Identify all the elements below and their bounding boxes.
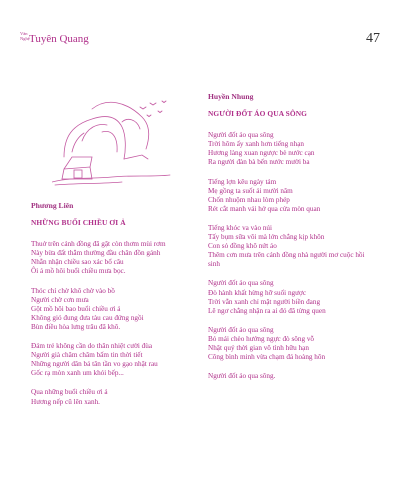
poem-line: Hương làng xuan ngược bè nước cạn <box>208 149 315 158</box>
poem-line: Gột mồ hôi bao buổi chiều ơi ả <box>31 304 121 313</box>
stanza <box>31 342 201 378</box>
house-sketch-illustration <box>52 97 172 197</box>
poem-line: Người đốt áo qua sông <box>208 279 274 288</box>
logo-small-text: Văn Nghệ <box>20 31 30 41</box>
poem-line: Mẹ gồng ta suốt ải mười năm <box>208 186 293 195</box>
poem-line: Tiếng khóc va vào núi <box>208 223 273 232</box>
stanza <box>31 287 201 332</box>
stanza <box>208 178 378 214</box>
poem-line: Thuở trên cánh đồng đã gặt còn thơm mùi rơm <box>31 240 166 249</box>
stanza <box>208 279 378 315</box>
left-poem <box>31 201 201 417</box>
right-poem <box>208 92 378 391</box>
poem-line: Ôi ả mồ hôi buổi chiều mưa bọc. <box>31 267 126 276</box>
poem-line: Thóc chỉ chờ khô chờ vào bồ <box>31 286 115 295</box>
poem-line: Chốn nhuộm nhau lòm phép <box>208 195 290 204</box>
poem-line: Tiếng lợn kêu ngày tám <box>208 177 277 186</box>
poem-title: NHỮNG BUỔI CHIỀU ƠI Ả <box>31 218 126 228</box>
stanza <box>208 326 378 362</box>
poem-author: Phương Liên <box>31 201 74 210</box>
poem-line: Tấy bụm sữa vôi mà lớn chẳng kịp khôn <box>208 233 325 242</box>
poem-line: Rét cắt manh vải hở qua cửa mòn quan <box>208 204 321 213</box>
poem-line: Ra người đàn bà bến nước mười ba <box>208 158 310 167</box>
poem-line: Người đốt áo qua sông <box>208 131 274 140</box>
poem-line: Người chờ cơn mưa <box>31 295 89 304</box>
poem-line: Không gió đung đưa tàu cau đứng ngồi <box>31 313 144 322</box>
poem-line: Người đốt áo qua sông <box>208 325 274 334</box>
poem-author: Huyền Nhung <box>208 92 254 101</box>
stanza <box>31 388 201 406</box>
poem-line: Nhẫn nhận chiều sao xác bổ câu <box>31 258 124 267</box>
poem-line: Trời vẫn xanh chỉ mặt người biền đang <box>208 297 321 306</box>
page-number: 47 <box>366 31 380 46</box>
poem-line: Bùn điều hòa lưng trâu đã khô. <box>31 322 121 331</box>
poem-line: Đò hành khất hừng hỡ suối ngược <box>208 288 307 297</box>
poem-line: Công bình minh vừa chạm đá hoàng hôn <box>208 353 326 362</box>
poem-line: Những người dân bả tân tần vo gạo nhặt rau <box>31 360 158 369</box>
poem-line: Con sỏ đồng khô nứt áo <box>208 242 277 251</box>
poem-line: Này bừa đất thẳm thường đầu chân đồn gánh <box>31 249 161 258</box>
poem-title: NGƯỜI ĐỐT ÁO QUA SÔNG <box>208 109 308 119</box>
poem-line: Qua những buổi chiều ơi ả <box>31 388 108 397</box>
poem-line: Bỏ mái chèo hướng ngực đò sông vỗ <box>208 334 315 343</box>
poem-line: Đám trẻ không cần do thân nhiệt cười đùa <box>31 342 153 351</box>
stanza <box>208 224 378 269</box>
poem-line: Người đốt áo qua sông. <box>208 372 276 381</box>
stanza <box>208 131 378 167</box>
stanza <box>208 372 378 381</box>
poem-line: Trời hôm ấy xanh hơn tiếng nhạn <box>208 140 304 149</box>
stanza <box>31 240 201 276</box>
poem-line: Thêm cơn mưa trên cánh đồng nhà người mơ cuộc hồi sinh <box>208 251 365 269</box>
logo-title: Tuyên Quang <box>29 33 89 45</box>
poem-line: Hương nếp cũ lên xanh. <box>31 397 100 406</box>
poem-line: Lê ngơ chẳng nhận ra ai đó đã từng quen <box>208 306 326 315</box>
poem-line: Người già chăm chăm bấm tin thời tiết <box>31 351 143 360</box>
poem-line: Nhật quý thời gian vô tình hữu hạn <box>208 343 309 352</box>
poem-line: Gốc rạ mòn xanh um khói bếp... <box>31 369 124 378</box>
